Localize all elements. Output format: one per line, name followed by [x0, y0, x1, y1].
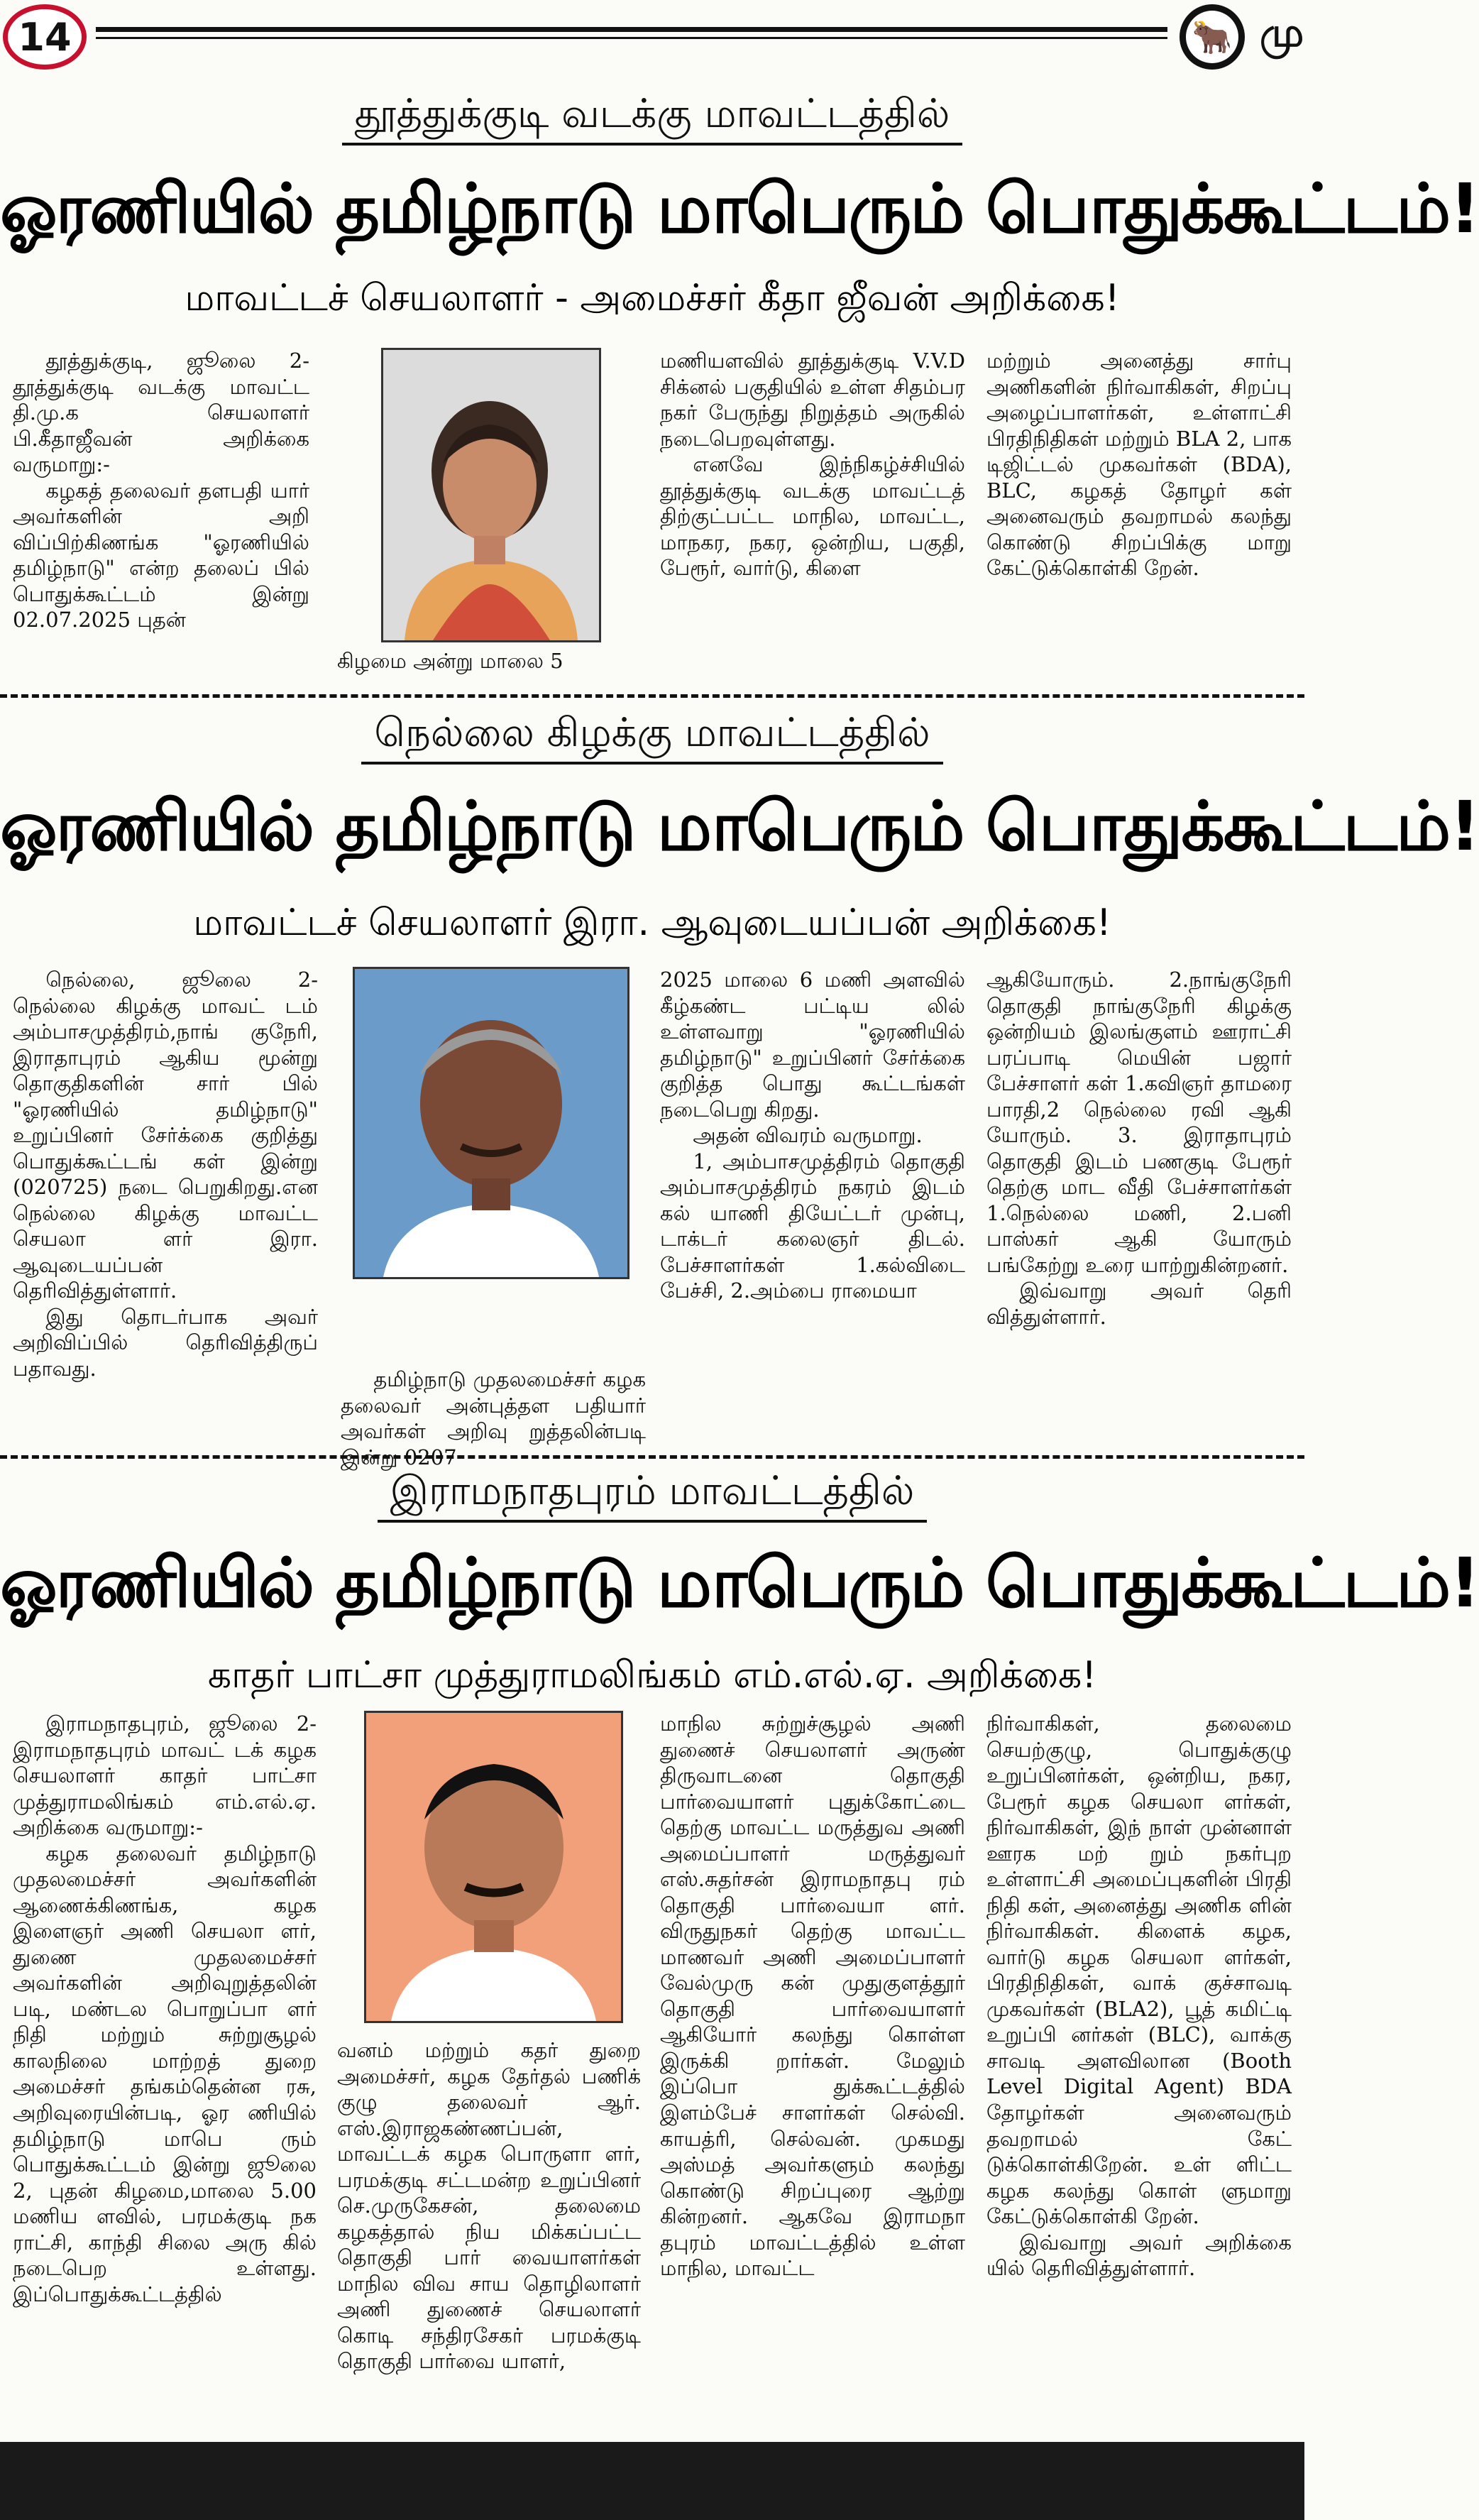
paragraph: தமிழ்நாடு முதலமைச்சர் கழக தலைவர் அன்புத்தள பதியார் அவர்கள் அறிவு றுத்தலின்படி இன்று 0207 — [341, 1367, 646, 1469]
newspaper-logo — [1180, 4, 1245, 70]
section-divider — [0, 1455, 1304, 1459]
portrait-illustration — [355, 969, 627, 1277]
paragraph: கிழமை அன்று மாலை 5 — [337, 649, 563, 673]
header-rule — [96, 27, 1167, 32]
portrait-illustration — [383, 350, 599, 640]
paragraph: இராமநாதபுரம், ஜூலை 2- இராமநாதபுரம் மாவட் டக் கழக செயலாளர் காதர் பாட்சா முத்துராமலிங்கம் எம்.எல்.ஏ. அறிக்கை வருமாறு:- — [13, 1711, 317, 1840]
article-column-1 — [13, 348, 309, 653]
paragraph: 2025 மாலை 6 மணி அளவில் கீழ்கண்ட பட்டிய லில் உள்ளவாறு "ஓரணியில் தமிழ்நாடு" உறுப்பினர் சேர்க்கை குறித்த பொது கூட்டங்கள் நடைபெறு கிறது. — [660, 968, 965, 1122]
paragraph: மற்றும் அனைத்து சார்பு அணிகளின் நிர்வாகிகள், சிறப்பு அழைப்பாளர்கள், உள்ளாட்சி பிரதிநிதிகள் மற்றும் BLA 2, பாக டிஜிட்டல் முகவர்கள் (BDA), BLC, கழகத் தோழர் கள் அனைவரும் தவறாமல் கலந்து கொண்டு சிறப்பிக்கு மாறு கேட்டுக்கொள்கி றேன். — [986, 349, 1292, 581]
portrait-photo — [353, 967, 629, 1279]
paragraph: மணியளவில் தூத்துக்குடி V.V.D சிக்னல் பகுதியில் உள்ள சிதம்பர நகர் பேருந்து நிறுத்தம் அருகில் நடைபெறவுள்ளது. — [660, 349, 965, 451]
article-kicker: நெல்லை கிழக்கு மாவட்டத்தில் — [0, 710, 1304, 761]
bull-icon: 🐂 — [1186, 11, 1238, 63]
header-rule-thin — [96, 37, 1167, 39]
masthead-edge-text: மு — [1260, 10, 1304, 56]
article-headline: ஓரணியில் தமிழ்நாடு மாபெரும் பொதுக்கூட்டம்! — [0, 787, 1479, 866]
paragraph: கழகத் தலைவர் தளபதி யார் அவர்களின் அறி விப்பிற்கிணங்க "ஓரணியில் தமிழ்நாடு" என்ற தலைப் பில் பொதுக்கூட்டம் இன்று 02.07.2025 புதன் — [13, 478, 309, 632]
section-divider — [0, 694, 1304, 698]
paragraph: வனம் மற்றும் கதர் துறை அமைச்சர், கழக தேர்தல் பணிக் குழு தலைவர் ஆர். எஸ்.இராஜகண்ணப்பன், மாவட்டக் கழக பொருளா ளர், பரமக்குடி சட்டமன்ற உறுப்பினர் செ.முருகேசன், தலைமை கழகத்தால் நிய மிக்கப்பட்ட தொகுதி பார் வையாளர்கள் மாநில விவ சாய தொழிலாளர் அணி துணைச் செயலாளர் கொடி சந்திரசேகர் பரமக்குடி தொகுதி பார்வை யாளர், — [337, 2038, 641, 2374]
article-column-3 — [660, 1711, 965, 2431]
article-column-4 — [986, 1711, 1292, 2431]
paragraph: இது தொடர்பாக அவர் அறிவிப்பில் தெரிவித்திருப் பதாவது. — [13, 1304, 318, 1381]
article-subhead: காதர் பாட்சா முத்துராமலிங்கம் எம்.எல்.ஏ. அறிக்கை! — [207, 1654, 1097, 1697]
portrait-illustration — [366, 1713, 621, 2021]
article-column-1 — [13, 1711, 317, 2431]
paragraph: மாநில சுற்றுச்சூழல் அணி துணைச் செயலாளர் அருண் திருவாடனை தொகுதி பார்வையாளர் புதுக்கோட்டை தெற்கு மாவட்ட மருத்துவ அணி அமைப்பாளர் மருத்துவர் எஸ்.சுதர்சன் இராமநாதபு ரம் தொகுதி பார்வையா ளர். விருதுநகர் தெற்கு மாவட்ட மாணவர் அணி அமைப்பாளர் வேல்முரு கன் முதுகுளத்தூர் தொகுதி பார்வையாளர் ஆகியோர் கலந்து கொள்ள இருக்கி றார்கள். மேலும் இப்பொ துக்கூட்டத்தில் இளம்பேச் சாளர்கள் செல்வி. காயத்ரி, செல்வன். முகமது அஸ்மத் அவர்களும் கலந்து கொண்டு சிறப்புரை ஆற்று கின்றனர். ஆகவே இராமநா தபுரம் மாவட்டத்தில் உள்ள மாநில, மாவட்ட — [660, 1711, 965, 2281]
article-column-4 — [986, 967, 1292, 1445]
article-column-3 — [660, 967, 965, 1445]
paragraph: 1, அம்பாசமுத்திரம் தொகுதி அம்பாசமுத்திரம் நகரம் இடம் கல் யாணி தியேட்டர் முன்பு, டாக்டர் கலைஞர் திடல். பேச்சாளர்கள் 1.கல்விடை பேச்சி, 2.அம்பை ராமையா — [660, 1149, 965, 1303]
paragraph: இவ்வாறு அவர் தெரி வித்துள்ளார். — [986, 1278, 1292, 1329]
paragraph: அதன் விவரம் வருமாறு. — [693, 1123, 923, 1148]
article-headline: ஓரணியில் தமிழ்நாடு மாபெரும் பொதுக்கூட்டம்! — [0, 169, 1479, 248]
paragraph: கழக தலைவர் தமிழ்நாடு முதலமைச்சர் அவர்களின் ஆணைக்கிணங்க, கழக இளைஞர் அணி செயலா ளர், துணை முதலமைச்சர் அவர்களின் அறிவுறுத்தலின் படி, மண்டல பொறுப்பா ளர் நிதி மற்றும் சுற்றுசூழல் காலநிலை மாற்றத் துறை அமைச்சர் தங்கம்தென்ன ரசு, அறிவுரையின்படி, ஓர ணியில் தமிழ்நாடு மாபெ ரும் பொதுக்கூட்டம் இன்று ஜூலை 2, புதன் கிழமை,மாலை 5.00 மணிய ளவில், பரமக்குடி நக ராட்சி, காந்தி சிலை அரு கில் நடைபெற உள்ளது. இப்பொதுக்கூட்டத்தில் — [13, 1841, 317, 2306]
paragraph: நெல்லை, ஜூலை 2- நெல்லை கிழக்கு மாவட் டம் அம்பாசமுத்திரம்,நாங் குநேரி, இராதாபுரம் ஆகிய மூன்று தொகுதிகளின் சார் பில் "ஓரணியில் தமிழ்நாடு" உறுப்பினர் சேர்க்கை குறித்து பொதுக்கூட்டங் கள் இன்று (020725) நடை பெறுகிறது.என நெல்லை கிழக்கு மாவட்ட செயலா ளர் இரா. ஆவுடையப்பன் தெரிவித்துள்ளார். — [13, 968, 318, 1303]
paragraph: இவ்வாறு அவர் அறிக்கை யில் தெரிவித்துள்ளார். — [986, 2230, 1292, 2281]
article-kicker: தூத்துக்குடி வடக்கு மாவட்டத்தில் — [0, 91, 1304, 142]
paragraph: நிர்வாகிகள், தலைமை செயற்குழு, பொதுக்குழு உறுப்பினர்கள், ஒன்றிய, நகர, பேரூர் கழக செயலா ளர்கள், நிர்வாகிகள், இந் நாள் முன்னாள் ஊரக மற் றும் நகர்புற உள்ளாட்சி அமைப்புகளின் பிரதி நிதி கள், அனைத்து அணிக ளின் நிர்வாகிகள். கிளைக் கழக, வார்டு கழக செயலா ளர்கள், பிரதிநிதிகள், வாக் குச்சாவடி முகவர்கள் (BLA2), பூத் கமிட்டி உறுப்பி னர்கள் (BLC), வாக்கு சாவடி அளவிலான (Booth Level Digital Agent) BDA தோழர்கள் அனைவரும் தவறாமல் கேட் டுக்கொள்கிறேன். உள் ளிட்ட கழக கலந்து கொள் ளுமாறு கேட்டுக்கொள்கி றேன். — [986, 1711, 1292, 2229]
paragraph: ஆகியோரும். 2.நாங்குநேரி தொகுதி நாங்குநேரி கிழக்கு ஒன்றியம் இலங்குளம் ஊராட்சி பரப்பாடி மெயின் பஜார் பேச்சாளர் கள் 1.கவிஞர் தாமரை பாரதி,2 நெல்லை ரவி ஆகி யோரும். 3. இராதாபுரம் தொகுதி இடம் பணகுடி பேரூர் தெற்கு மாட வீதி பேச்சாளர்கள் 1.நெல்லை மணி, 2.பனி பாஸ்கர் ஆகி யோரும் பங்கேற்று உரை யாற்றுகின்றனர். — [986, 968, 1292, 1277]
article-column-1 — [13, 967, 318, 1442]
article-subhead: மாவட்டச் செயலாளர் - அமைச்சர் கீதா ஜீவன் அறிக்கை! — [185, 277, 1120, 319]
next-article-photo-strip — [0, 2442, 1304, 2520]
article-headline: ஓரணியில் தமிழ்நாடு மாபெரும் பொதுக்கூட்டம்! — [0, 1543, 1479, 1623]
article-column-4 — [986, 348, 1292, 678]
paragraph: தூத்துக்குடி, ஜூலை 2- தூத்துக்குடி வடக்கு மாவட்ட தி.மு.க செயலாளர் பி.கீதாஜீவன் அறிக்கை வருமாறு:- — [13, 349, 309, 477]
article-column-3 — [660, 348, 965, 678]
page-header — [0, 0, 1304, 71]
portrait-photo — [364, 1711, 623, 2023]
page-number: 14 — [3, 4, 87, 70]
portrait-photo — [381, 348, 601, 642]
paragraph: எனவே இந்நிகழ்ச்சியில் தூத்துக்குடி வடக்கு மாவட்டத் திற்குட்பட்ட மாநில, மாவட்ட, மாநகர, நகர, ஒன்றிய, பகுதி, பேரூர், வார்டு, கிளை — [660, 452, 965, 581]
article-column-2 — [337, 648, 642, 678]
article-kicker: இராமநாதபுரம் மாவட்டத்தில் — [0, 1468, 1304, 1519]
article-subhead: மாவட்டச் செயலாளர் இரா. ஆவுடையப்பன் அறிக்கை! — [193, 902, 1111, 944]
article-column-2 — [341, 1366, 646, 1469]
article-column-2 — [337, 2037, 641, 2431]
